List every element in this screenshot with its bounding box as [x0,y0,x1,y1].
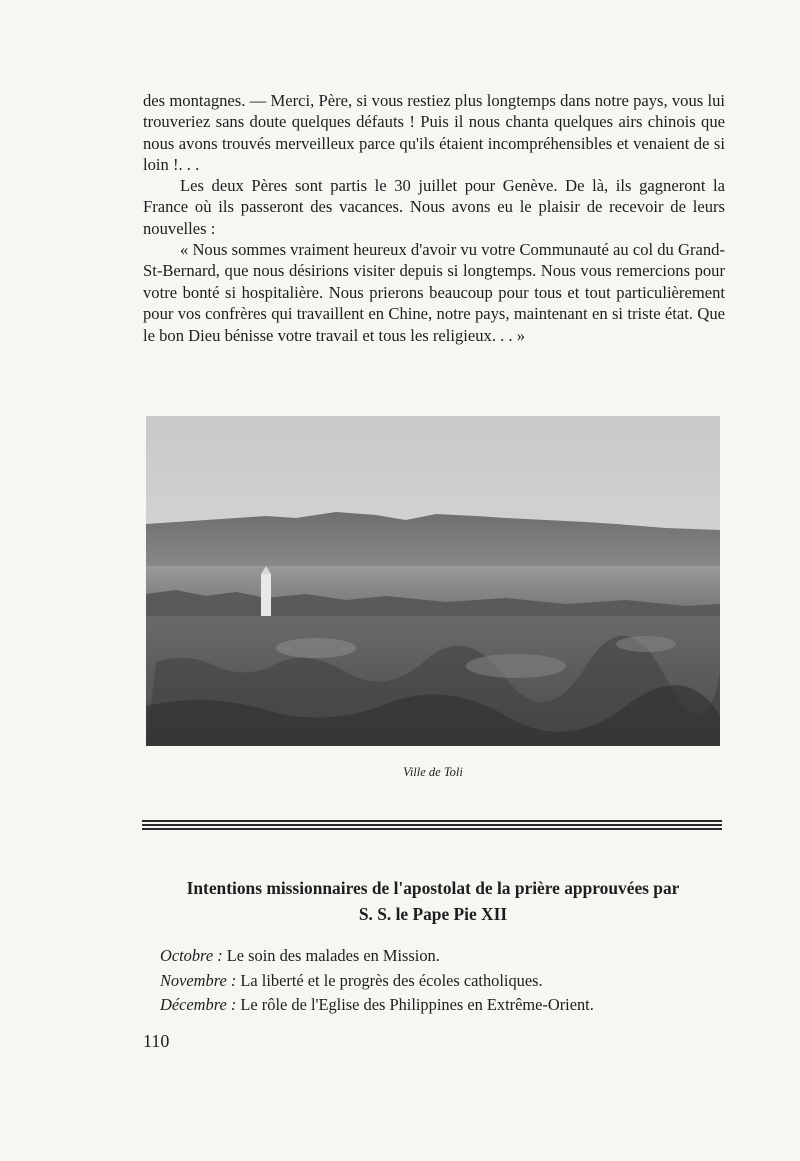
intention-text: Le rôle de l'Eglise des Philippines en Extrême-Orient. [240,995,594,1014]
list-item [160,944,594,969]
list-item [160,969,594,994]
section-heading-line-1: Intentions missionnaires de l'apostolat de la prière approuvées par [186,878,680,898]
page-number: 110 [143,1031,170,1051]
body-paragraph: des montagnes. — Merci, Père, si vous restiez plus longtemps dans notre pays, vous lui trouveriez sans doute quelques défauts ! Puis il nous chanta quelques airs chinois que nous avons trouvés merveilleux parce qu'ils étaient incompréhensibles et venaient de si loin !. . . [143,91,725,175]
month-label: Novembre : [160,970,237,990]
month-label: Octobre : [160,946,223,965]
intention-text: La liberté et le progrès des écoles catholiques. [240,970,543,990]
section-heading-line-2: S. S. le Pape Pie XII [358,904,508,924]
landscape-photo [146,416,720,746]
month-label: Décembre : [160,995,237,1014]
intention-text: Le soin des malades en Mission. [226,946,440,965]
photo-caption: Ville de Toli [403,765,463,779]
section-heading [140,875,726,927]
divider-rule [142,820,722,822]
divider-rule [142,824,722,826]
intentions-list [160,944,594,1018]
quoted-letter-paragraph: « Nous sommes vraiment heureux d'avoir vu votre Communauté au col du Grand-St-Bernard, que nous désirions visiter depuis si longtemps. Nous vous remercions pour votre bonté si hospitalière. Nous prierons beaucoup pour tous et tout particulièrement pour vos confrères qui travaillent en Chine, notre pays, maintenant en si triste état. Que le bon Dieu bénisse votre travail et tous les religieux. . . » [143,240,725,345]
list-item [160,993,594,1018]
body-paragraph: Les deux Pères sont partis le 30 juillet pour Genève. De là, ils gagneront la France où ils passeront des vacances. Nous avons eu le plaisir de recevoir de leurs nouvelles : [143,176,725,238]
divider-rule [142,828,722,830]
